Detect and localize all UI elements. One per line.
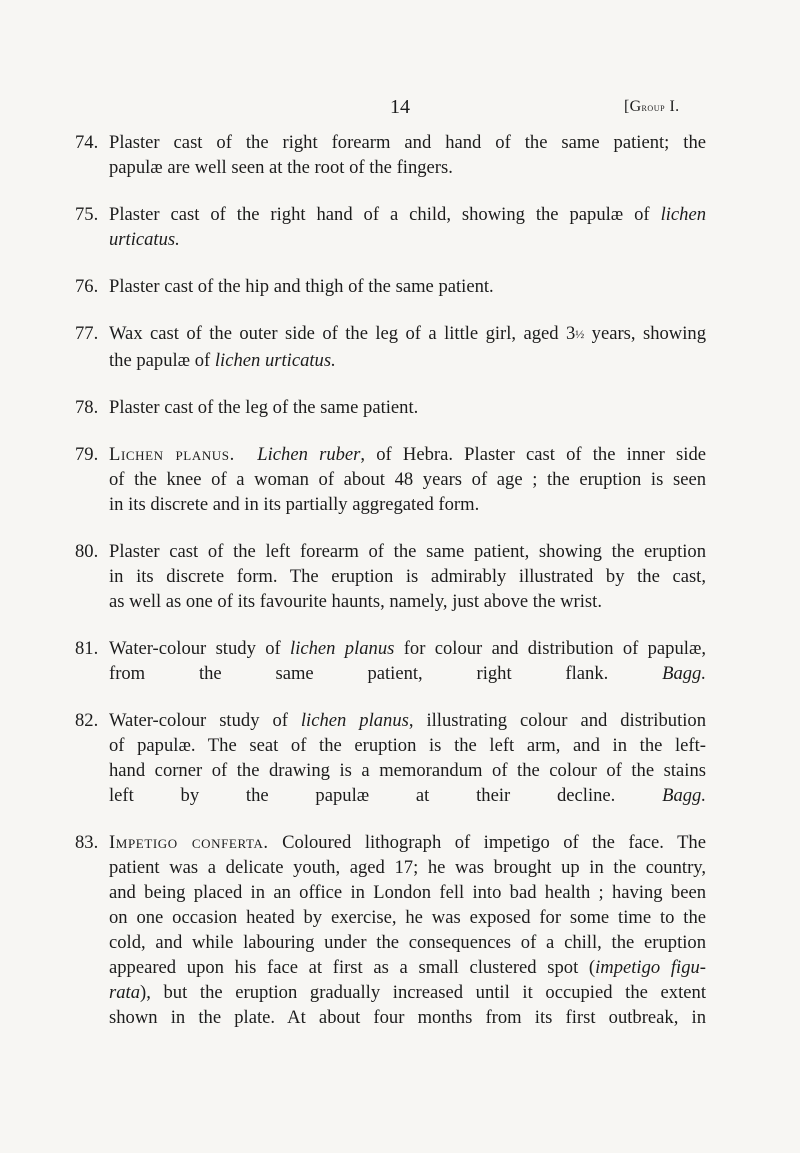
entry-line: Wax cast of the outer side of the leg of a little girl, aged 3½ years, showing [109,323,706,344]
entry-line: in its discrete and in its partially aggregated form. [109,494,480,515]
entry-number: 82. [75,710,99,731]
entry-number: 77. [75,323,99,344]
entry-79 [75,442,706,517]
artist-credit: Bagg. [662,785,706,806]
entry-line: appeared upon his face at first as a small clustered spot (impetigo figu- [109,957,706,978]
entry-line: on one occasion heated by exercise, he was exposed for some time to the [109,907,706,928]
entry-81 [75,636,706,686]
entry-line: left by the papulæ at their decline. Bagg. [109,785,706,806]
entry-line: Water-colour study of lichen planus for colour and distribution of papulæ, [109,638,706,659]
entry-number: 74. [75,132,99,153]
entry-number: 78. [75,397,99,418]
entry-line: urticatus. [109,229,180,250]
entry-line: patient was a delicate youth, aged 17; he was brought up in the country, [109,857,706,878]
entry-74 [75,130,706,180]
entry-75 [75,202,706,252]
entry-heading: Lichen planus. [109,444,235,465]
entry-number: 80. [75,541,99,562]
entry-number: 81. [75,638,99,659]
entry-83 [75,830,706,1030]
entry-line: Plaster cast of the left forearm of the same patient, showing the eruption [109,541,706,562]
page-number: 14 [390,96,410,118]
entry-line: Water-colour study of lichen planus, illustrating colour and distribution [109,710,706,731]
entry-line: Plaster cast of the right forearm and hand of the same patient; the [109,132,706,153]
entry-82 [75,708,706,808]
entry-line: of papulæ. The seat of the eruption is the left arm, and in the left- [109,735,706,756]
entry-line: as well as one of its favourite haunts, namely, just above the wrist. [109,591,602,612]
entry-heading: Impetigo conferta. [109,832,269,853]
entry-line: the papulæ of lichen urticatus. [109,350,336,371]
entry-line: Lichen planus. Lichen ruber, of Hebra. Plaster cast of the inner side [109,444,707,465]
entry-line: Impetigo conferta. Coloured lithograph of impetigo of the face. The [109,832,706,853]
entry-line: papulæ are well seen at the root of the fingers. [109,157,453,178]
artist-credit: Bagg. [662,663,706,684]
entry-line: Plaster cast of the hip and thigh of the same patient. [109,276,494,297]
entry-number: 76. [75,276,99,297]
catalogue-entries [75,130,706,1052]
entry-number: 75. [75,204,99,225]
entry-line: from the same patient, right flank. Bagg. [109,663,706,684]
entry-77 [75,321,706,373]
entry-line: in its discrete form. The eruption is admirably illustrated by the cast, [109,566,706,587]
entry-line: and being placed in an office in London fell into bad health ; having been [109,882,706,903]
entry-line: shown in the plate. At about four months from its first outbreak, in [109,1007,706,1028]
entry-number: 79. [75,444,99,465]
group-heading: [Group I. [624,98,680,115]
entry-line: Plaster cast of the right hand of a child, showing the papulæ of lichen [109,204,706,225]
entry-78 [75,395,706,420]
entry-line: rata), but the eruption gradually increased until it occupied the extent [109,982,706,1003]
entry-line: hand corner of the drawing is a memorandum of the colour of the stains [109,760,706,781]
entry-number: 83. [75,832,99,853]
entry-line: cold, and while labouring under the consequences of a chill, the eruption [109,932,706,953]
entry-76 [75,274,706,299]
entry-line: Plaster cast of the leg of the same patient. [109,397,419,418]
entry-80 [75,539,706,614]
entry-line: of the knee of a woman of about 48 years of age ; the eruption is seen [109,469,706,490]
